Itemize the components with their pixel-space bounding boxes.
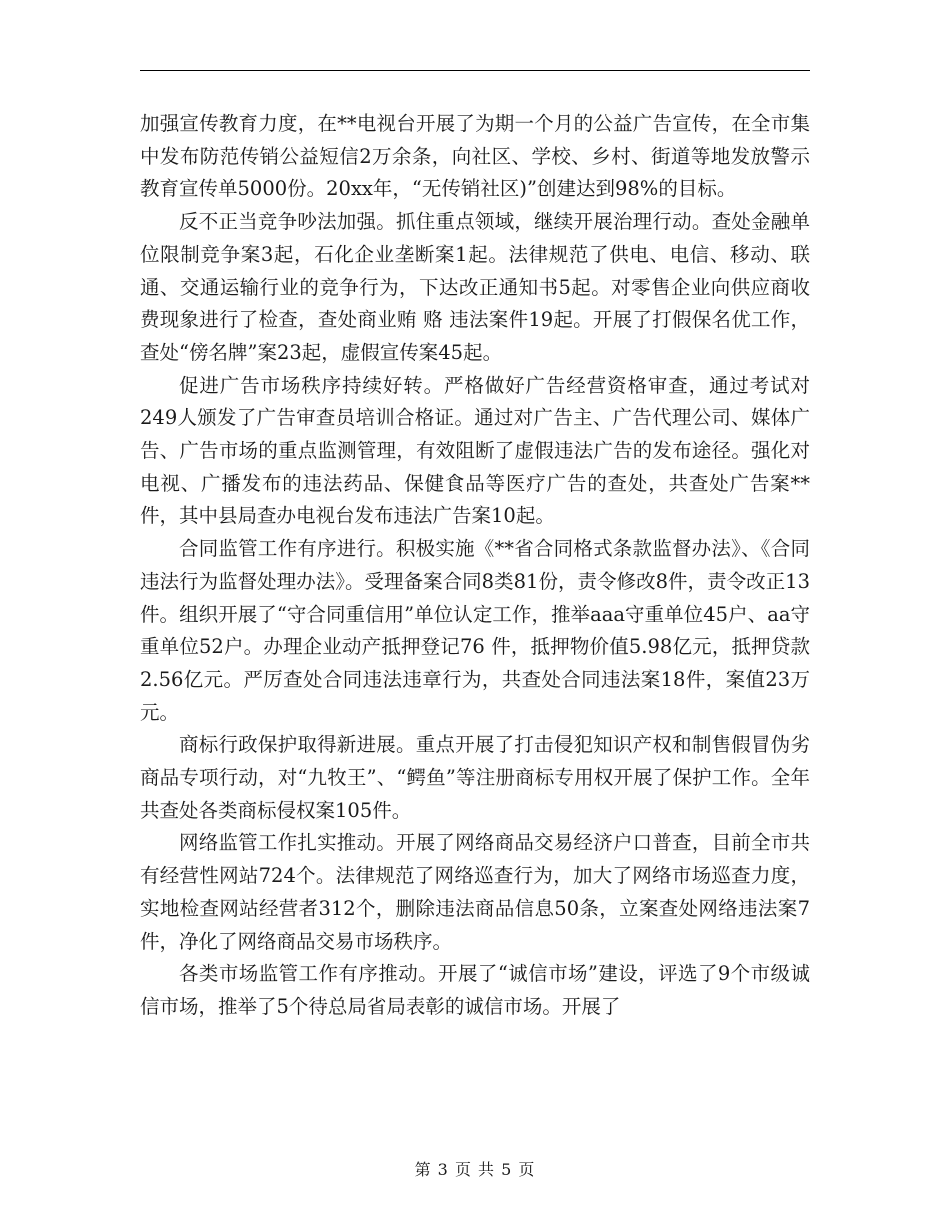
paragraph-markets: 各类市场监管工作有序推动。开展了“诚信市场”建设，评选了9个市级诚信市场，推举了5个待总局省局表彰的诚信市场。开展了 — [140, 962, 810, 1018]
paragraph-publicity: 加强宣传教育力度，在**电视台开展了为期一个月的公益广告宣传，在全市集中发布防范传销公益短信2万余条，向社区、学校、乡村、街道等地发放警示教育宣传单5000份。20xx年，“无传销社区)”创建达到98%的目标。 — [140, 112, 810, 201]
paragraph-unfair-competition: 反不正当竞争吵法加强。抓住重点领域，继续开展治理行动。查处金融单位限制竞争案3起，石化企业垄断案1起。法律规范了供电、电信、移动、联通、交通运输行业的竞争行为，下达改正通知书5起。对零售企业向供应商收费现象进行了检查，查处商业贿 赂 违法案件19起。开展了打假保名优工作，查处“傍名牌”案23起，虚假宣传案45起。 — [140, 210, 810, 364]
paragraph-network: 网络监管工作扎实推动。开展了网络商品交易经济户口普查，目前全市共有经营性网站724个。法律规范了网络巡查行为，加大了网络市场巡查力度，实地检查网站经营者312个，删除违法商品信息50条，立案查处网络违法案7件，净化了网络商品交易市场秩序。 — [140, 831, 810, 953]
paragraph-advertising: 促进广告市场秩序持续好转。严格做好广告经营资格审查，通过考试对249人颁发了广告审查员培训合格证。通过对广告主、广告代理公司、媒体广告、广告市场的重点监测管理，有效阻断了虚假违法广告的发布途径。强化对电视、广播发布的违法药品、保健食品等医疗广告的查处，共查处广告案**件，其中县局查办电视台发布违法广告案10起。 — [140, 373, 810, 528]
header-rule — [140, 70, 810, 71]
paragraph-trademark: 商标行政保护取得新进展。重点开展了打击侵犯知识产权和制售假冒伪劣商品专项行动，对“九牧王”、“鳄鱼”等注册商标专用权开展了保护工作。全年共查处各类商标侵权案105件。 — [140, 733, 810, 822]
paragraph-contract: 合同监管工作有序进行。积极实施《**省合同格式条款监督办法》、《合同违法行为监督处理办法》。受理备案合同8类81份，责令修改8件，责令改正13件。组织开展了“守合同重信用”单位认定工作，推举aaa守重单位45户、aa守重单位52户。办理企业动产抵押登记76 件，抵押物价值5.98亿元，抵押贷款2.56亿元。严厉查处合同违法违章行为，共查处合同违法案18件，案值23万元。 — [140, 537, 810, 724]
document-body — [140, 108, 810, 1024]
page-footer: 第 3 页 共 5 页 — [414, 1160, 536, 1179]
